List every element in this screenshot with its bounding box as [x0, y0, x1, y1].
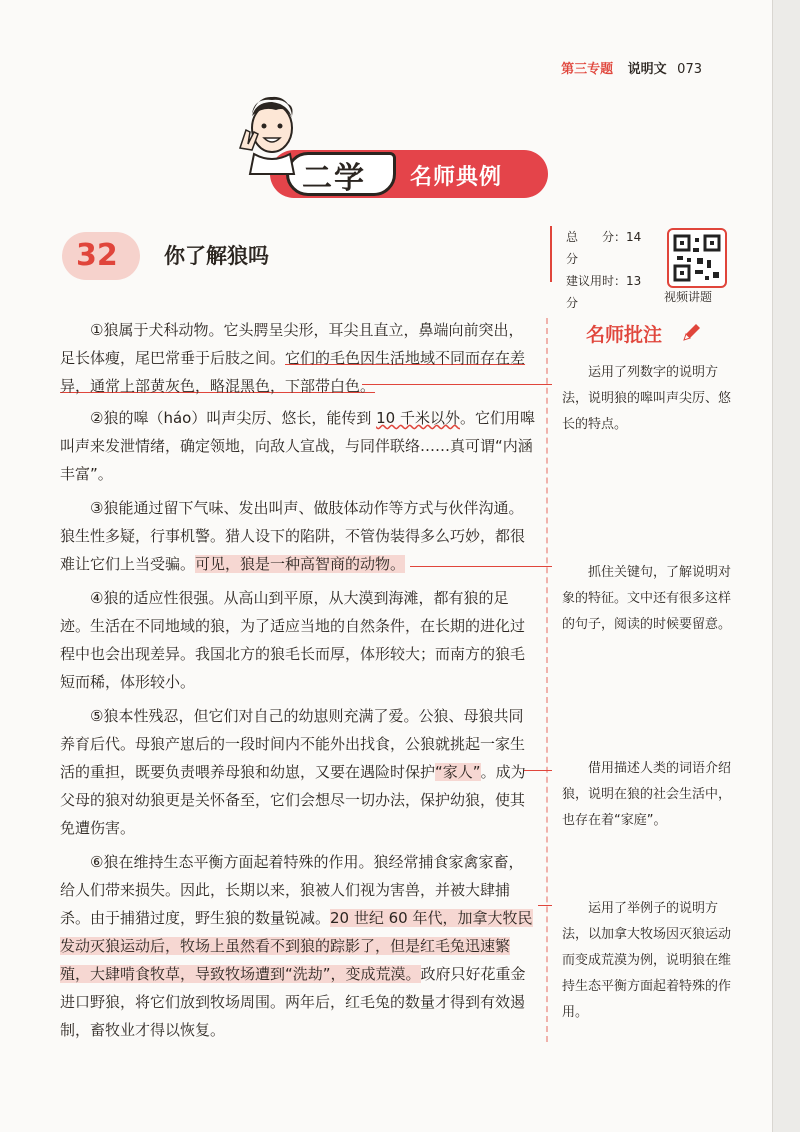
- paragraph-4: ④狼的适应性很强。从高山到平原，从大漠到海滩，都有狼的足迹。生活在不同地域的狼，为了适应当地的自然条件，在长期的进化过程中也会出现差异。我国北方的狼毛长而厚，体形较大；而南方的狼毛短而稀，体形较小。: [60, 589, 526, 691]
- note-pointer-2: [410, 566, 552, 567]
- running-header: [561, 58, 702, 77]
- qr-code-icon[interactable]: [667, 228, 727, 288]
- question-number: 32: [76, 238, 118, 273]
- notes-title: 名师批注: [586, 324, 663, 346]
- paragraph-1: ①狼属于犬科动物。它头腭呈尖形，耳尖且直立，鼻端向前突出，足长体瘦，尾巴常垂于后肢之间。它们的毛色因生活地域不同而存在差异，通常上部黄灰色，略混黑色，下部带白色。: [60, 321, 526, 395]
- banner-title: 名师典例: [410, 165, 503, 190]
- paragraph-6: ⑥狼在维持生态平衡方面起着特殊的作用。狼经常捕食家禽家畜，给人们带来损失。因此，长期以来，狼被人们视为害兽，并被大肆捕杀。由于捕猎过度，野生狼的数量锐减。20 世纪 60 年代，加拿大牧民发动灭狼运动后，牧场上虽然看不到狼的踪影了，但是红毛兔迅速繁殖，大肆啃食牧草，导致牧场遭到“洗劫”，变成荒漠。政府只好花重金进口野狼，将它们放到牧场周围。两年后，红毛兔的数量才得到有效遏制，畜牧业才得以恢复。: [60, 853, 533, 1039]
- banner-number: 二学: [302, 161, 366, 196]
- time-row: 建议用时：13 分: [566, 274, 642, 310]
- underlined-sentence: 它们的毛色因生活地域不同而存在差异，通常上部黄灰色，略混黑色，下部带白色。: [60, 349, 526, 395]
- header-section: 第三专题: [561, 62, 614, 77]
- question-number-badge: [62, 232, 140, 280]
- page-edge: [772, 0, 800, 1132]
- key-sentence-highlight: 可见，狼是一种高智商的动物。: [195, 555, 406, 573]
- paragraph-3: ③狼能通过留下气味、发出叫声、做肢体动作等方式与伙伴沟通。狼生性多疑，行事机警。猎人设下的陷阱，不管伪装得多么巧妙，都很难让它们上当受骗。可见，狼是一种高智商的动物。: [60, 499, 526, 573]
- note-pointer-4: [538, 905, 552, 906]
- score-row: 总 分：14 分: [566, 230, 642, 266]
- family-highlight: “家人”: [435, 763, 481, 781]
- annotation-3: 借用描述人类的词语介绍狼，说明在狼的社会生活中，也存在着“家庭”。: [562, 761, 732, 828]
- example-highlight: 20 世纪 60 年代，加拿大牧民发动灭狼运动后，牧场上虽然看不到狼的踪影了，但是红毛兔迅速繁殖，大肆啃食牧草，导致牧场遭到“洗劫”，变成荒漠。: [60, 909, 533, 983]
- question-title: 你了解狼吗: [164, 244, 269, 268]
- pen-icon: [680, 322, 702, 344]
- qr-caption: 视频讲题: [664, 290, 713, 304]
- paragraph-5: ⑤狼本性残忍，但它们对自己的幼崽则充满了爱。公狼、母狼共同养育后代。母狼产崽后的一段时间内不能外出找食，公狼就挑起一家生活的重担，既要负责喂养母狼和幼崽，又要在遇险时保护“家人”。成为父母的狼对幼狼更是关怀备至，它们会想尽一切办法，保护幼狼，使其免遭伤害。: [60, 707, 526, 837]
- number-emphasis: 10 千米以外: [376, 409, 460, 427]
- score-time-info: [550, 226, 656, 310]
- annotation-2: 抓住关键句，了解说明对象的特征。文中还有很多这样的句子，阅读的时候要留意。: [562, 565, 732, 632]
- annotation-4: 运用了举例子的说明方法，以加拿大牧场因灭狼运动而变成荒漠为例，说明狼在维持生态平衡方面起着特殊的作用。: [562, 901, 732, 1020]
- note-pointer-1: [362, 384, 552, 385]
- paragraph-2: ②狼的嗥（háo）叫声尖厉、悠长，能传到 10 千米以外。它们用嗥叫声来发泄情绪，确定领地，向敌人宣战，与同伴联络……真可谓“内涵丰富”。: [60, 409, 535, 483]
- header-genre: 说明文: [627, 62, 667, 77]
- annotation-1: 运用了列数字的说明方法，说明狼的嗥叫声尖厉、悠长的特点。: [562, 365, 732, 432]
- note-pointer-3: [524, 770, 552, 771]
- notes-divider: [546, 318, 548, 1042]
- page-number: 073: [677, 62, 702, 77]
- teacher-mascot-icon: [232, 94, 312, 198]
